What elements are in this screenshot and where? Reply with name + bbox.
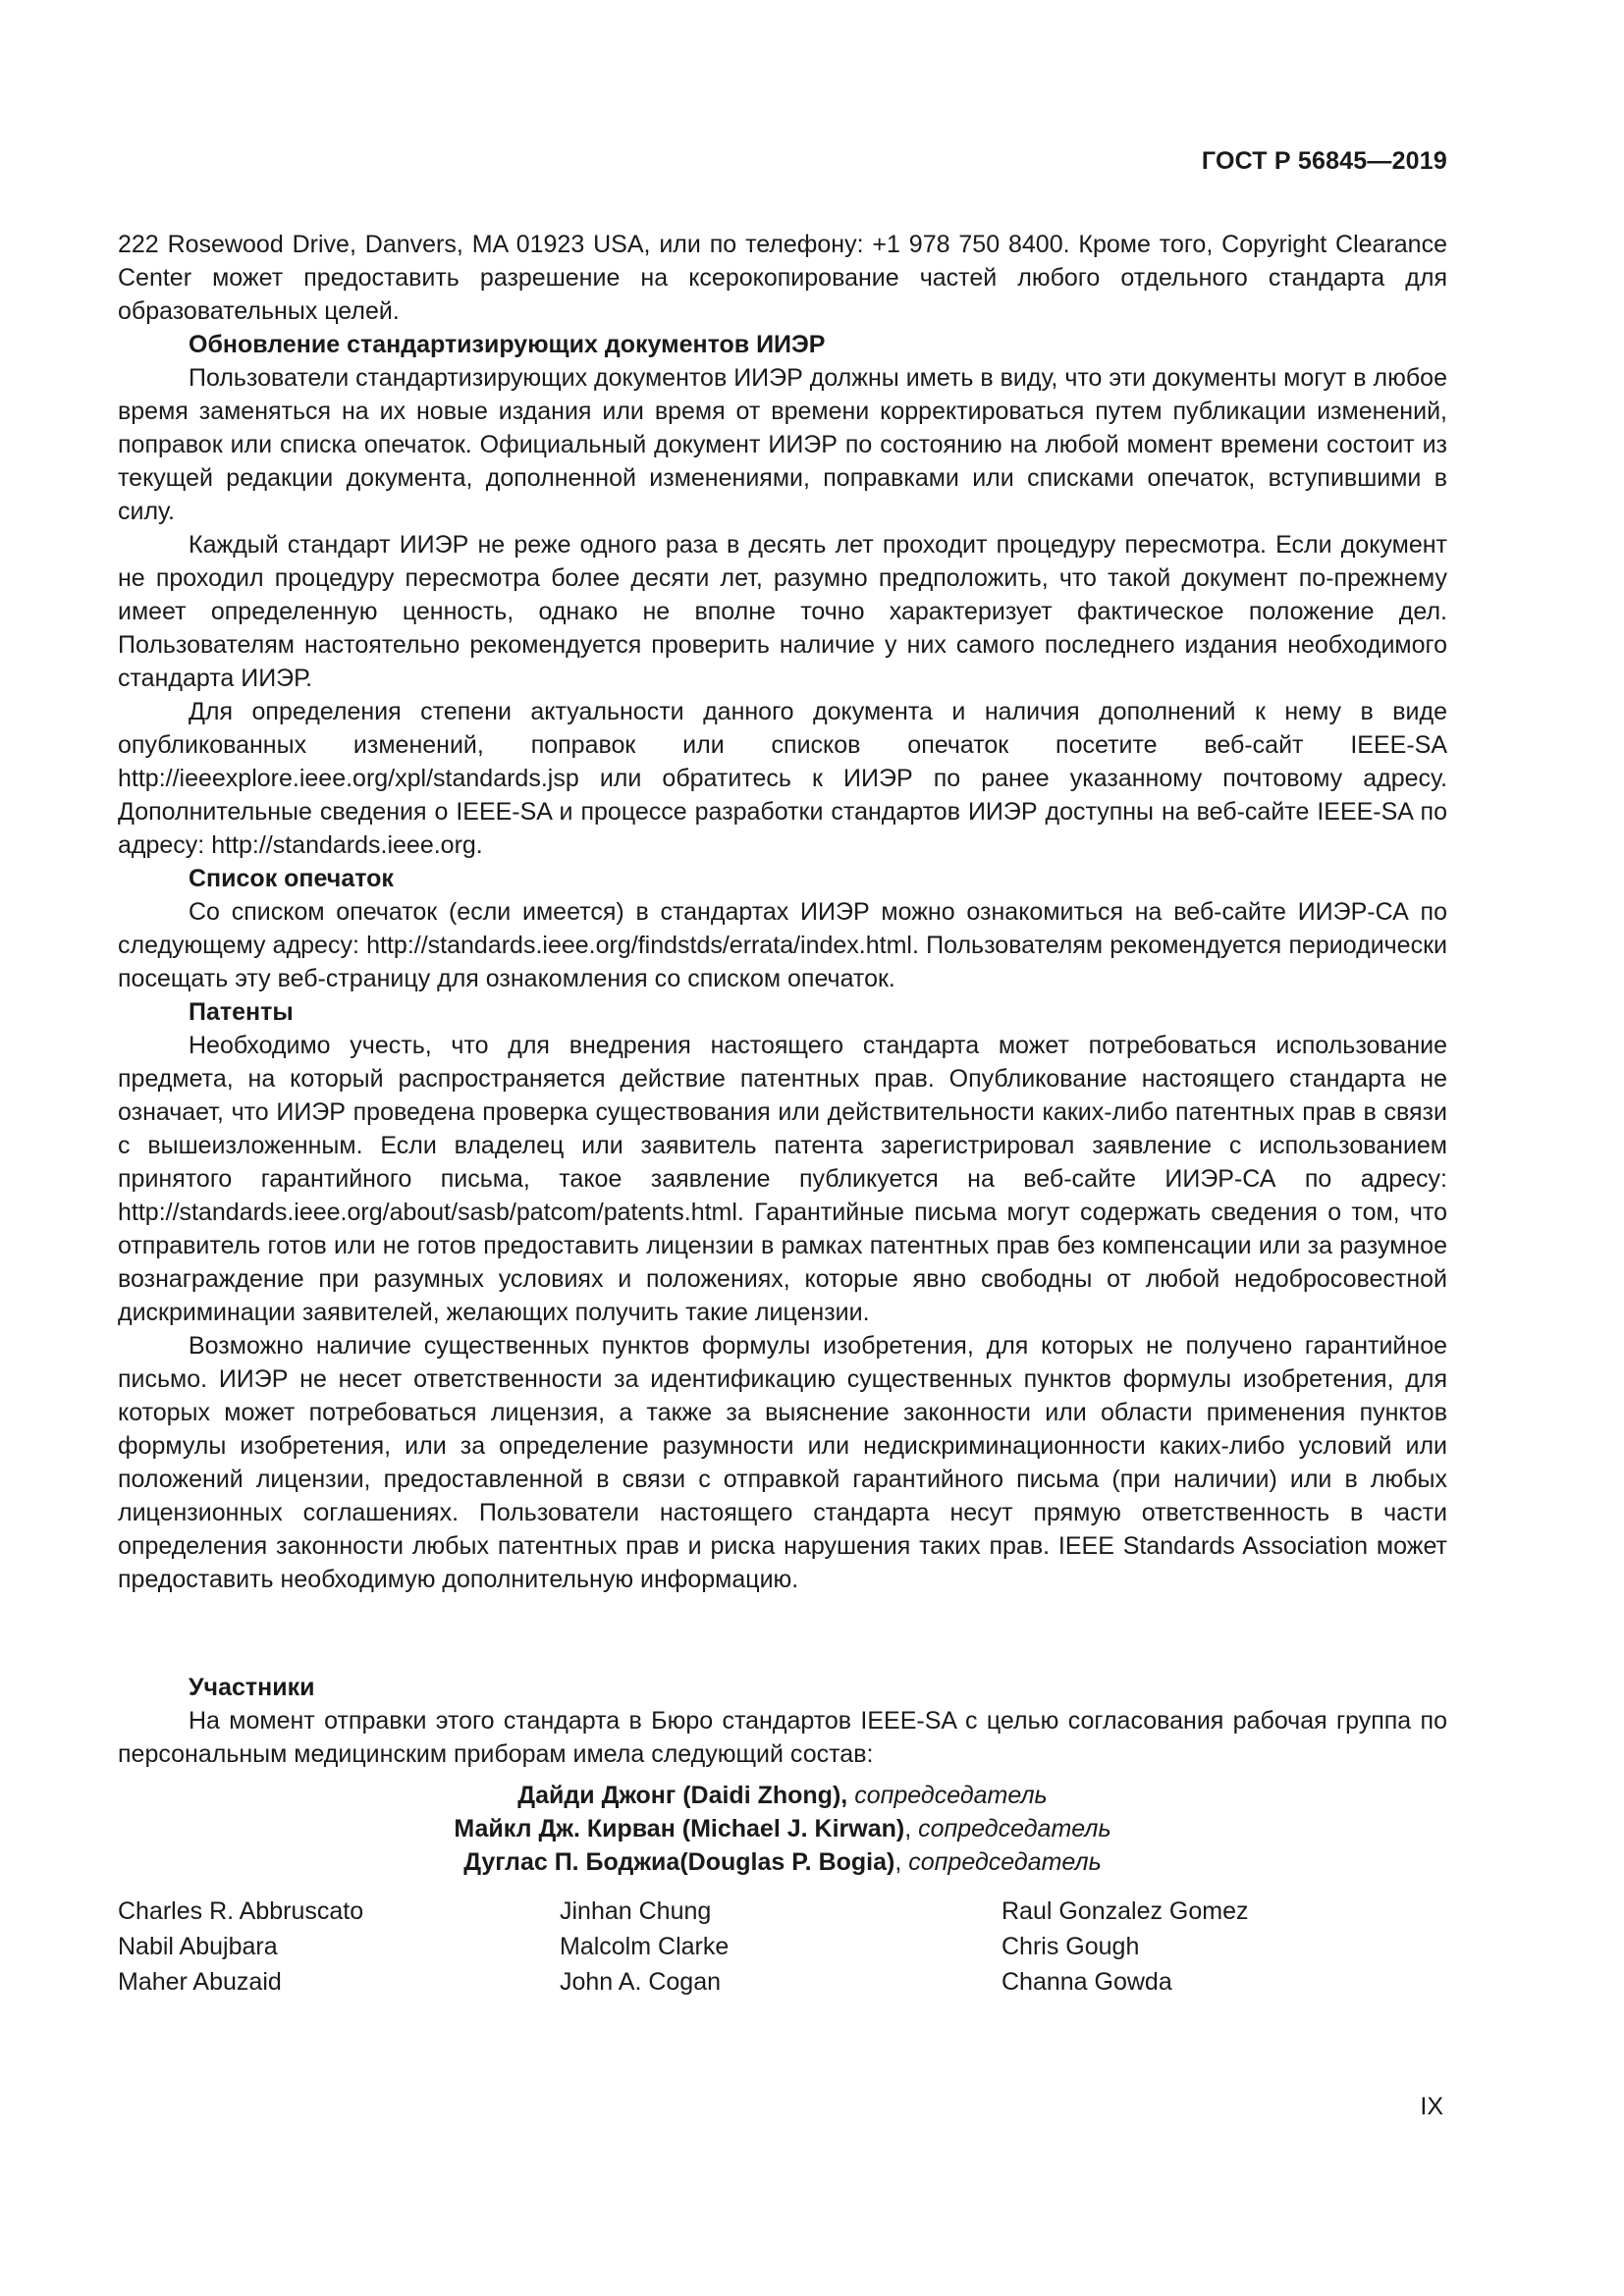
chair-name: Майкл Дж. Кирван (Michael J. Kirwan)	[454, 1815, 905, 1842]
patents-paragraph-2: Возможно наличие существенных пунктов формулы изобретения, для которых не получено гарантийное письмо. ИИЭР не несет ответственности за идентификацию существенных пунктов формулы изобретения, для которых может потребоваться лицензия, а также за выяснение законности или области применения пунктов формулы изобретения, или за определение разумности или недискриминационности каких-либо условий или положений лицензии, предоставленной в связи с отправкой гарантийного письма (при наличии) или в любых лицензионных соглашениях. Пользователи настоящего стандарта несут прямую ответственность в части определения законности любых патентных прав и риска нарушения таких прав. IEEE Standards Association может предоставить необходимую дополнительную информацию.	[118, 1332, 1447, 1593]
chair-role: сопредседатель	[908, 1848, 1102, 1876]
chair-role: сопредседатель	[854, 1782, 1048, 1809]
member-name: Charles R. Abbruscato	[118, 1897, 364, 1925]
member-name: Maher Abuzaid	[118, 1968, 282, 1996]
member-name: Raul Gonzalez Gomez	[1001, 1897, 1249, 1925]
section-spacer	[118, 1596, 1447, 1671]
participants-paragraph: На момент отправки этого стандарта в Бюро стандартов IEEE-SA с целью согласования рабочая группа по персональным медицинским приборам имела следующий состав:	[118, 1707, 1447, 1768]
patents-paragraph-1: Необходимо учесть, что для внедрения настоящего стандарта может потребоваться использование предмета, на который распространяется действие патентных прав. Опубликование настоящего стандарта не означает, что ИИЭР проведена проверка существования или действительности каких-либо патентных прав в связи с вышеизложенным. Если владелец или заявитель патента зарегистрировал заявление с использованием принятого гарантийного письма, такое заявление публикуется на веб-сайте ИИЭР-СА по адресу: http://standards.ieee.org/about/sasb/patcom/patents.html. Гарантийные письма могут содержать сведения о том, что отправитель готов или не готов предоставить лицензии в рамках патентных прав без компенсации или за разумное вознаграждение при разумных условиях и положениях, которые явно свободны от любой недобросовестной дискриминации заявителей, желающих получить такие лицензии.	[118, 1032, 1447, 1326]
section-heading-updates: Обновление стандартизирующих документов ИИЭР	[189, 331, 826, 358]
chair-separator: ,	[894, 1848, 902, 1876]
member-name: John A. Cogan	[560, 1968, 722, 1996]
chair-line	[118, 1779, 1447, 1812]
updates-paragraph-3: Для определения степени актуальности данного документа и наличия дополнений к нему в виде опубликованных изменений, поправок или списков опечаток посетите веб-сайт IEEE-SA http://ieeexplore.ieee.org/xpl/standards.jsp или обратитесь к ИИЭР по ранее указанному почтовому адресу. Дополнительные сведения о IEEE-SA и процессе разработки стандартов ИИЭР доступны на веб-сайте IEEE-SA по адресу: http://standards.ieee.org.	[118, 698, 1447, 859]
chairs-list	[118, 1779, 1447, 1879]
updates-paragraph-2: Каждый стандарт ИИЭР не реже одного раза в десять лет проходит процедуру пересмотра. Если документ не проходил процедуру пересмотра более десяти лет, разумно предположить, что такой документ по-прежнему имеет определенную ценность, однако не вполне точно характеризует фактическое положение дел. Пользователям настоятельно рекомендуется проверить наличие у них самого последнего издания необходимого стандарта ИИЭР.	[118, 531, 1447, 692]
chair-line	[118, 1845, 1447, 1879]
document-body	[118, 228, 1447, 1999]
page-number: IX	[1420, 2093, 1443, 2120]
chair-line	[118, 1812, 1447, 1845]
members-list	[118, 1895, 1447, 1999]
member-name: Nabil Abujbara	[118, 1933, 278, 1960]
document-header: ГОСТ Р 56845—2019	[1201, 147, 1447, 175]
updates-paragraph-1: Пользователи стандартизирующих документов ИИЭР должны иметь в виду, что эти документы могут в любое время заменяться на их новые издания или время от времени корректироваться путем публикации изменений, поправок или списка опечаток. Официальный документ ИИЭР по состоянию на любой момент времени состоит из текущей редакции документа, дополненной изменениями, поправками или списками опечаток, вступившими в силу.	[118, 364, 1447, 525]
member-name: Jinhan Chung	[560, 1897, 712, 1925]
member-name: Malcolm Clarke	[560, 1933, 730, 1960]
member-name: Chris Gough	[1001, 1933, 1140, 1960]
chair-name: Дуглас П. Боджиа(Douglas P. Bogia)	[463, 1848, 895, 1876]
section-heading-errata: Список опечаток	[189, 865, 394, 892]
chair-separator: ,	[904, 1815, 912, 1842]
errata-paragraph: Со списком опечаток (если имеется) в стандартах ИИЭР можно ознакомиться на веб-сайте ИИЭР-СА по следующему адресу: http://standards.ieee.org/findstds/errata/index.html. Пользователям рекомендуется периодически посещать эту веб-страницу для ознакомления со списком опечаток.	[118, 898, 1447, 992]
chair-name: Дайди Джонг (Daidi Zhong),	[517, 1782, 848, 1809]
chair-role: сопредседатель	[918, 1815, 1111, 1842]
member-name: Channa Gowda	[1001, 1968, 1172, 1996]
intro-paragraph: 222 Rosewood Drive, Danvers, MA 01923 USA, или по телефону: +1 978 750 8400. Кроме того, Copyright Clearance Center может предоставить разрешение на ксерокопирование частей любого отдельного стандарта для образовательных целей.	[118, 231, 1447, 325]
section-heading-participants: Участники	[189, 1674, 315, 1701]
section-heading-patents: Патенты	[189, 998, 294, 1026]
